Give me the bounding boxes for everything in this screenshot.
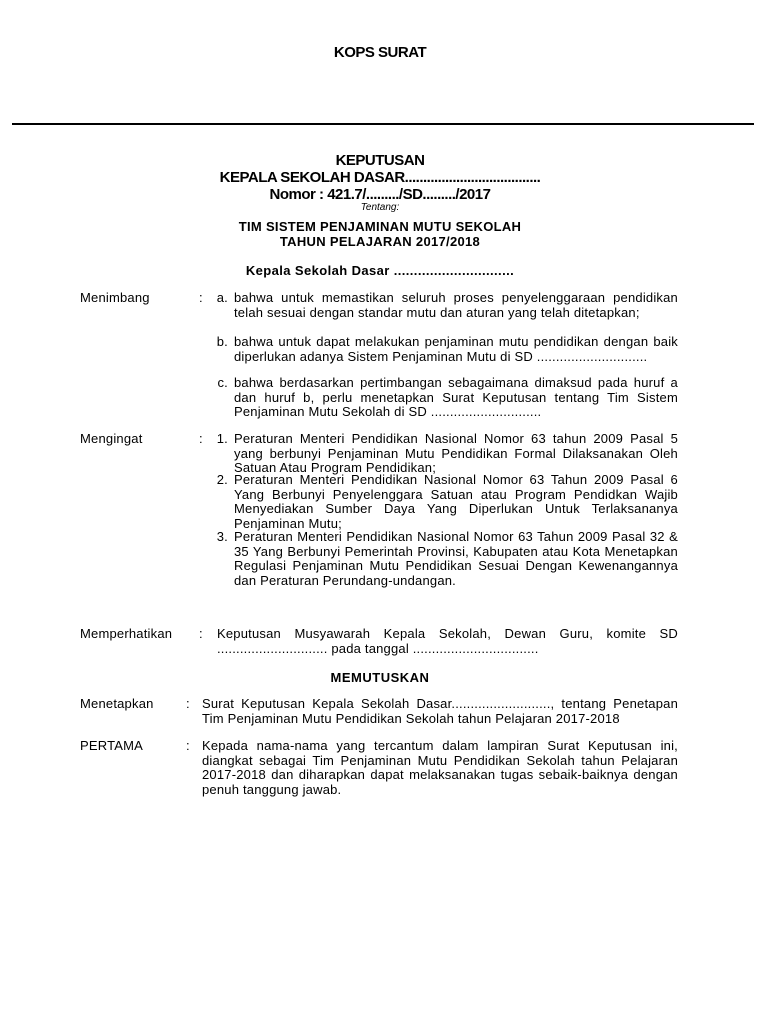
decision-heading: MEMUTUSKAN [330,670,430,685]
establish-text: Surat Keputusan Kepala Sekolah Dasar.........................., tentang Penetapan Tim Penjaminan Mutu Pendidikan Sekolah tahun Pelajaran 2017-2018 [202,696,678,726]
section-colon: : [186,696,190,711]
considering-item: bahwa untuk memastikan seluruh proses penyelenggaraan pendidikan telah sesuai dengan standar mutu dan aturan yang telah ditetapkan; [234,290,678,320]
section-colon: : [199,290,203,305]
item-marker: a. [216,290,228,305]
item-marker: b. [216,334,228,349]
letterhead-placeholder: KOPS SURAT [333,44,427,61]
about-label: Tentang: [360,202,400,213]
legal-basis-item: Peraturan Menteri Pendidikan Nasional Nomor 63 Tahun 2009 Pasal 6 Yang Berbunyi Penyelenggara Satuan atau Program Pendidkan Wajib Menyediakan Sumber Daya Yang Diperlukan Untuk Terlaksananya Penjaminan Mutu; [234,472,678,531]
section-label-menetapkan: Menetapkan [80,696,154,711]
subject-line-2: TAHUN PELAJARAN 2017/2018 [279,234,481,249]
letterhead-divider [12,123,754,125]
item-marker: 2. [216,472,228,487]
observation-text: Keputusan Musyawarah Kepala Sekolah, Dewan Guru, komite SD ............................. pada tanggal ................................. [217,626,678,656]
signer-title: Kepala Sekolah Dasar .............................. [245,263,515,278]
decree-number: Nomor : 421.7/........./SD........./2017 [269,186,491,203]
section-label-memperhatikan: Memperhatikan [80,626,173,641]
section-label-mengingat: Mengingat [80,431,143,446]
section-colon: : [199,626,203,641]
considering-item: bahwa berdasarkan pertimbangan sebagaimana dimaksud pada huruf a dan huruf b, perlu menetapkan Surat Keputusan tentang Tim Sistem Penjaminan Mutu Sekolah di SD ............................. [234,375,678,419]
section-label-pertama: PERTAMA [80,738,144,753]
item-marker: 3. [216,529,228,544]
first-clause-text: Kepada nama-nama yang tercantum dalam lampiran Surat Keputusan ini, diangkat sebagai Tim Penjaminan Mutu Pendidikan Sekolah tahun Pelajaran 2017-2018 dan diharapkan dapat melaksanakan tugas sebaik-baiknya dengan penuh tanggung jawab. [202,738,678,797]
subject-line-1: TIM SISTEM PENJAMINAN MUTU SEKOLAH [238,219,522,234]
decree-issuer: KEPALA SEKOLAH DASAR..................................... [219,169,541,186]
legal-basis-item: Peraturan Menteri Pendidikan Nasional Nomor 63 tahun 2009 Pasal 5 yang berbunyi Penjaminan Mutu Pendidikan Formal Dilaksanakan Oleh Satuan Atau Program Pendidikan; [234,431,678,475]
section-label-menimbang: Menimbang [80,290,150,305]
section-colon: : [186,738,190,753]
item-marker: 1. [216,431,228,446]
item-marker: c. [217,375,228,390]
section-colon: : [199,431,203,446]
considering-item: bahwa untuk dapat melakukan penjaminan mutu pendidikan dengan baik diperlukan adanya Sistem Penjaminan Mutu di SD ............................. [234,334,678,364]
legal-basis-item: Peraturan Menteri Pendidikan Nasional Nomor 63 Tahun 2009 Pasal 32 & 35 Yang Berbunyi Pemerintah Provinsi, Kabupaten atau Kota Menetapkan Regulasi Penjaminan Mutu Pendidikan Sesuai Dengan Kewenangannya dan Peraturan Perundang-undangan. [234,529,678,588]
decree-title: KEPUTUSAN [335,152,425,169]
